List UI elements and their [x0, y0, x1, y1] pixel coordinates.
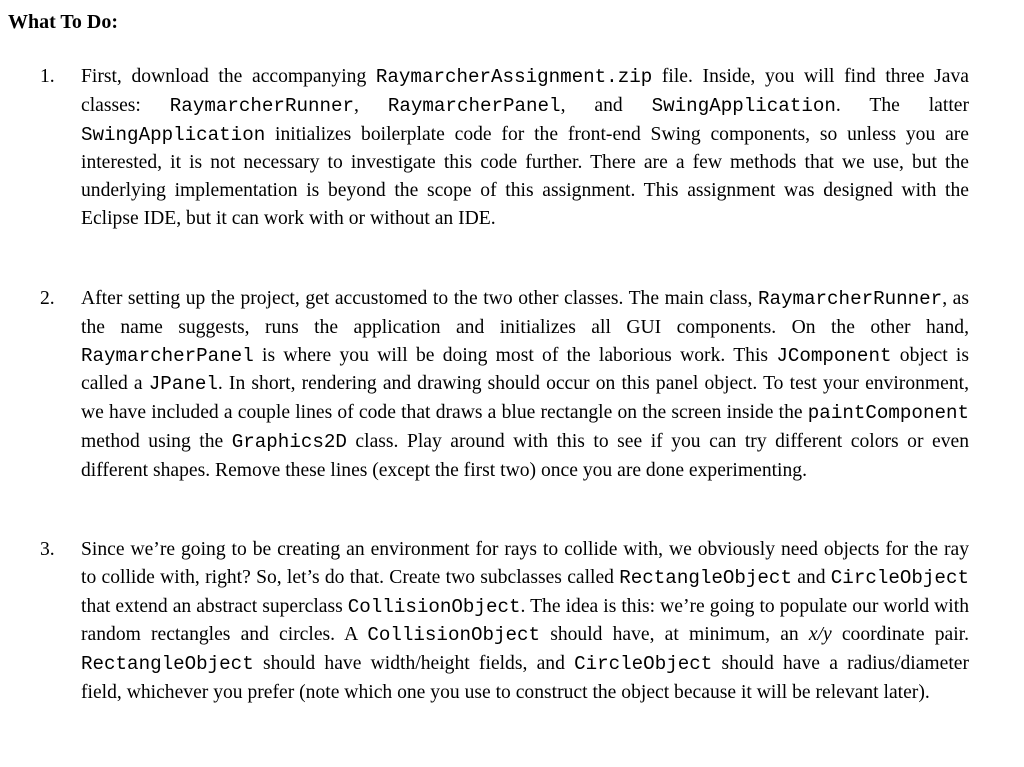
code-identifier: SwingApplication: [81, 123, 266, 146]
prose-text: . The latter: [835, 94, 969, 116]
code-identifier: SwingApplication: [651, 94, 836, 117]
step-text: [81, 536, 969, 707]
prose-text: should have a radius/diameter field, whichever you prefer (note which one you use to construct the object because it will be relevant later).: [81, 653, 969, 703]
step-number: 3.: [40, 539, 55, 560]
prose-text: that extend an abstract superclass: [81, 595, 348, 617]
code-identifier: CollisionObject: [367, 624, 541, 647]
code-identifier: RaymarcherRunner: [757, 288, 943, 310]
code-identifier: RectangleObject: [619, 566, 792, 589]
code-identifier: RaymarcherPanel: [81, 344, 254, 367]
emphasis-text: x/y: [808, 624, 832, 646]
prose-text: coordinate pair.: [831, 624, 969, 646]
code-identifier: RaymarcherAssignment.zip: [375, 66, 653, 88]
prose-text: . In short, rendering and drawing should occur on this panel object. To test your environment, we have included a couple lines of code that draws a blue rectangle on the screen inside the: [81, 373, 969, 424]
prose-text: object is called a: [81, 344, 970, 395]
prose-text: Since we’re going to be creating an environment for rays to collide with, we obviously need objects for the ray to collide with, right? So, let’s do that. Create two subclasses called: [81, 539, 969, 588]
section-heading: What To Do:: [8, 11, 119, 33]
step-text: [81, 285, 969, 485]
prose-text: ,: [354, 94, 388, 116]
code-identifier: RectangleObject: [81, 653, 254, 676]
prose-text: After setting up the project, get accustomed to the two other classes. The main class,: [81, 288, 758, 309]
step-3: [40, 536, 969, 707]
step-1: [40, 63, 969, 233]
code-identifier: CollisionObject: [347, 595, 521, 618]
step-number: 1.: [40, 66, 55, 87]
prose-text: . The idea is this: we’re going to populate our world with random rectangles and circles. A: [81, 595, 969, 646]
code-identifier: JComponent: [776, 344, 892, 367]
prose-text: method using the: [81, 430, 232, 452]
prose-text: , and: [560, 94, 652, 116]
prose-text: should have width/height fields, and: [253, 653, 575, 675]
step-text: [81, 63, 969, 233]
code-identifier: RaymarcherPanel: [387, 94, 561, 117]
prose-text: should have, at minimum, an: [540, 624, 809, 646]
code-identifier: CircleObject: [830, 566, 969, 589]
prose-text: initializes boilerplate code for the front-end Swing components, so unless you are interested, it is not necessary to investigate this code further. There are a few methods that we use, but the underlying implementation is beyond the scope of this assignment. This assignment was designed with the Eclipse IDE, but it can work with or without an IDE.: [81, 123, 969, 229]
prose-text: First, download the accompanying: [81, 66, 376, 87]
code-identifier: Graphics2D: [231, 430, 347, 453]
prose-text: class. Play around with this to see if you can try different colors or even different shapes. Remove these lines (except the first two) once you are done experimenting.: [81, 430, 969, 481]
step-number: 2.: [40, 288, 55, 309]
prose-text: and: [791, 566, 831, 588]
code-identifier: JPanel: [148, 373, 218, 396]
prose-text: is where you will be doing most of the laborious work. This: [253, 344, 777, 366]
prose-text: file. Inside, you will find three Java classes:: [81, 66, 969, 116]
code-identifier: RaymarcherRunner: [169, 94, 355, 117]
code-identifier: paintComponent: [807, 402, 969, 425]
prose-text: , as the name suggests, runs the application and initializes all GUI components. On the other hand,: [81, 288, 969, 338]
code-identifier: CircleObject: [574, 653, 713, 676]
step-2: [40, 285, 969, 485]
